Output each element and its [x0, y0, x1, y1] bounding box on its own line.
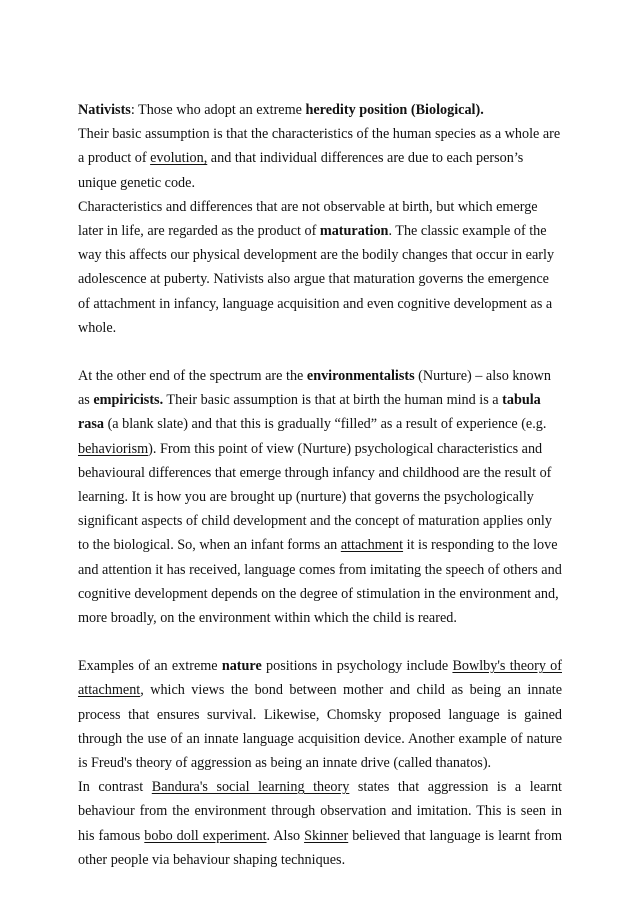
- term-nature: nature: [221, 658, 262, 675]
- term-nativists: Nativists: [78, 102, 131, 118]
- term-tabula-rasa: tabula rasa: [78, 392, 541, 433]
- paragraph-nativists: Nativists: Those who adopt an extreme heredity position (Biological). Their basic assumption is that the characteristics of the human species as a whole are a product of evolution, and that individual differences are due to each person’s unique genetic code.: [78, 102, 561, 191]
- link-evolution[interactable]: evolution,: [150, 150, 208, 167]
- link-bandura-theory[interactable]: Bandura's social learning theory: [151, 779, 350, 796]
- document-body: [78, 98, 562, 872]
- paragraph-nurture-examples: In contrast Bandura's social learning theory states that aggression is a learnt behaviour from the environment through observation and imitation. This is seen in his famous bobo doll experiment. Also Skinner believed that language is learnt from other people via behaviour shaping techniques.: [78, 779, 563, 868]
- link-behaviorism[interactable]: behaviorism: [78, 440, 149, 457]
- link-attachment[interactable]: attachment: [340, 537, 404, 554]
- paragraph-spacer: [78, 340, 562, 364]
- paragraph-maturation: Characteristics and differences that are not observable at birth, but which emerge later in life, are regarded as the product of maturation. The classic example of the way this affects our physical development are the bodily changes that occur in early adolescence at puberty. Nativists also argue that maturation governs the emergence of attachment in infancy, language acquisition and even cognitive development as a whole.: [78, 198, 555, 336]
- link-skinner[interactable]: Skinner: [304, 827, 349, 844]
- link-bowlbys-theory[interactable]: Bowlby's theory of attachment: [78, 658, 562, 699]
- paragraph-nature-examples: Examples of an extreme nature positions in psychology include Bowlby's theory of attachment, which views the bond between mother and child as being an innate process that ensures survival. Likewise, Chomsky proposed language is gained through the use of an innate language acquisition device. Another example of nature is Freud's theory of aggression as being an innate drive (called thanatos).: [78, 658, 562, 772]
- link-bobo-doll[interactable]: bobo doll experiment: [144, 827, 267, 844]
- term-maturation: maturation: [319, 223, 389, 240]
- paragraph-spacer: [78, 630, 562, 654]
- term-environmentalists: environmentalists: [306, 368, 415, 385]
- term-heredity-position: heredity position (Biological).: [305, 102, 484, 118]
- paragraph-environmentalists: At the other end of the spectrum are the environmentalists (Nurture) – also known as empiricists. Their basic assumption is that at birth the human mind is a tabula rasa (a blank slate) and that this is gradually “filled” as a result of experience (e.g. behaviorism). From this point of view (Nurture) psychological characteristics and behavioural differences that emerge through infancy and childhood are the result of learning. It is how you are brought up (nurture) that governs the psychologically significant aspects of child development and the concept of maturation applies only to the biological. So, when an infant forms an attachment it is responding to the love and attention it has received, language comes from imitating the speech of others and cognitive development depends on the degree of stimulation in the environment and, more broadly, on the environment within which the child is reared.: [78, 368, 562, 627]
- term-empiricists: empiricists.: [93, 392, 164, 409]
